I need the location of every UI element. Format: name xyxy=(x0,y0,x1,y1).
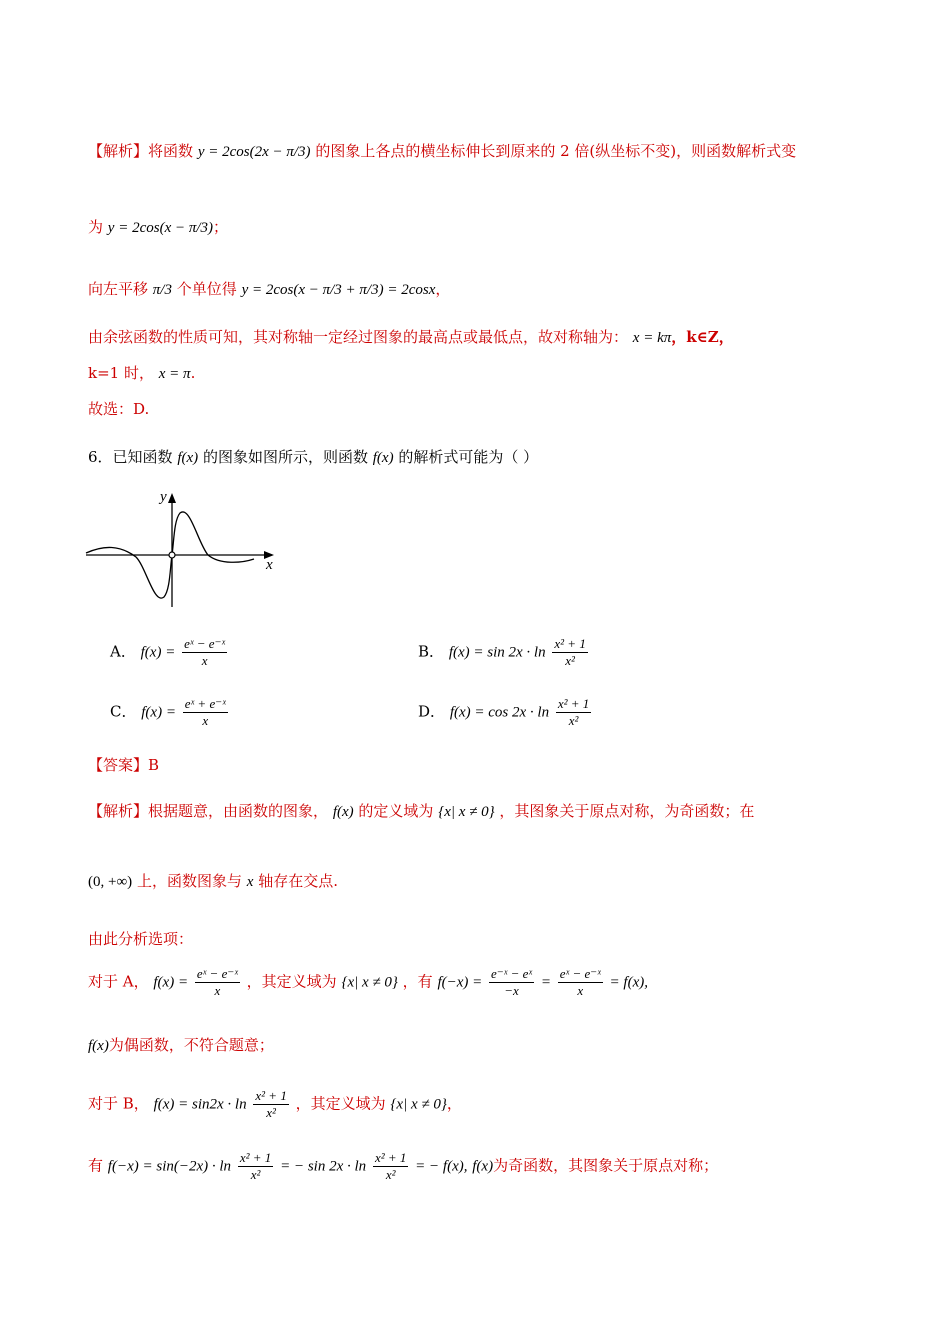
fraction: $\frac{\text{eˣ − e⁻ˣ}}{x}$ xyxy=(184,636,226,668)
prev-answer-choice: 故选：D. xyxy=(88,400,150,418)
answer-value: B xyxy=(148,756,160,774)
fraction: $\frac{\text{e⁻ˣ − eˣ}}{-x}$ xyxy=(491,966,533,998)
analysis-line-2: (0, +∞) 上，函数图象与 x 轴存在交点. xyxy=(88,872,338,890)
analysis-option-a-conclusion: f(x)为偶函数，不符合题意； xyxy=(88,1036,274,1054)
x-axis-label: x xyxy=(266,557,273,573)
y-axis-arrow xyxy=(168,493,176,503)
fraction: $\frac{\text{x² + 1}}{\text{x²}}$ xyxy=(374,1150,407,1182)
question-number: 6． xyxy=(88,448,113,466)
fraction: $\frac{\text{eˣ − e⁻ˣ}}{x}$ xyxy=(559,966,601,998)
formula: x = π xyxy=(158,366,191,382)
fraction: $\frac{\text{eˣ − e⁻ˣ}}{x}$ xyxy=(196,966,238,998)
option-a: A． f(x) = $\frac{\text{eˣ − e⁻ˣ}}{x}$ xyxy=(110,636,226,668)
fraction: π/3 xyxy=(152,282,172,298)
origin-open-point xyxy=(169,552,175,558)
option-d: D． f(x) = cos 2x · ln $\frac{\text{x² + 1}}{\text{x²}}$ xyxy=(418,696,590,728)
prev-analysis-line-2: 为 y = 2cos(x − π/3)； xyxy=(88,218,229,236)
y-axis-label: y xyxy=(160,489,167,505)
formula: x = kπ xyxy=(632,330,672,346)
analysis-option-b: 对于 B， f(x) = sin2x · ln $\frac{\text{x² + 1}}{\text{x²}}$ ，其定义域为 {x| x ≠ 0}， xyxy=(88,1088,462,1120)
fraction: $\frac{\text{x² + 1}}{\text{x²}}$ xyxy=(554,636,586,668)
analysis-line-3: 由此分析选项： xyxy=(88,930,194,948)
prev-analysis-line-4: 由余弦函数的性质可知，其对称轴一定经过图象的最高点或最低点，故对称轴为： x = kπ，k∈Z， xyxy=(88,328,734,346)
fraction: $\frac{\text{x² + 1}}{\text{x²}}$ xyxy=(239,1150,272,1182)
prev-analysis-line-1: 【解析】将函数 y = 2cos(2x − π/3) 的图象上各点的横坐标伸长到原来的 2 倍(纵坐标不变)，则函数解析式变 xyxy=(88,142,797,160)
fraction: $\frac{\text{eˣ + e⁻ˣ}}{x}$ xyxy=(184,696,226,728)
option-c: C． f(x) = $\frac{\text{eˣ + e⁻ˣ}}{x}$ xyxy=(110,696,226,728)
formula: y = 2cos(x − π/3 + π/3) = 2cosx xyxy=(241,282,436,298)
formula: y = 2cos(x − π/3) xyxy=(107,220,214,236)
fraction: $\frac{\text{x² + 1}}{\text{x²}}$ xyxy=(557,696,590,728)
prev-analysis-line-3: 向左平移 π/3 个单位得 y = 2cos(x − π/3 + π/3) = 2cosx， xyxy=(88,280,451,298)
answer-tag: 【答案】 xyxy=(88,756,149,774)
fraction: $\frac{\text{x² + 1}}{\text{x²}}$ xyxy=(255,1088,287,1120)
analysis-line-1: 【解析】根据题意，由函数的图象， f(x) 的定义域为 {x| x ≠ 0} ，其图象关于原点对称，为奇函数；在 xyxy=(88,802,755,820)
question-6-stem: 6．已知函数 f(x) 的图象如图所示，则函数 f(x) 的解析式可能为（ ） xyxy=(88,448,539,466)
analysis-tag: 【解析】 xyxy=(88,142,149,160)
answer-line xyxy=(88,754,159,776)
formula: y = 2cos(2x − π/3) xyxy=(197,144,311,160)
prev-analysis-line-5: k=1 时， x = π. xyxy=(88,364,196,382)
analysis-tag: 【解析】 xyxy=(88,802,149,820)
analysis-option-b-continued: 有 f(−x) = sin(−2x) · ln $\frac{\text{x² + 1}}{\text{x²}}$ = − sin 2x · ln $\frac{\text{x² + 1}}{\text{x²}}$ = − f(x), f(x)为奇函数，其图象关于原点对称； xyxy=(88,1150,719,1182)
function-graph xyxy=(84,485,284,615)
analysis-option-a: 对于 A， f(x) = $\frac{\text{eˣ − e⁻ˣ}}{x}$ ，其定义域为 {x| x ≠ 0} ，有 f(−x) = $\frac{\text{e⁻ˣ − eˣ}}{-x}$ = $\frac{\text{eˣ − e⁻ˣ}}{x}$ = f(x), xyxy=(88,966,648,998)
option-b: B． f(x) = sin 2x · ln $\frac{\text{x² + 1}}{\text{x²}}$ xyxy=(418,636,586,668)
